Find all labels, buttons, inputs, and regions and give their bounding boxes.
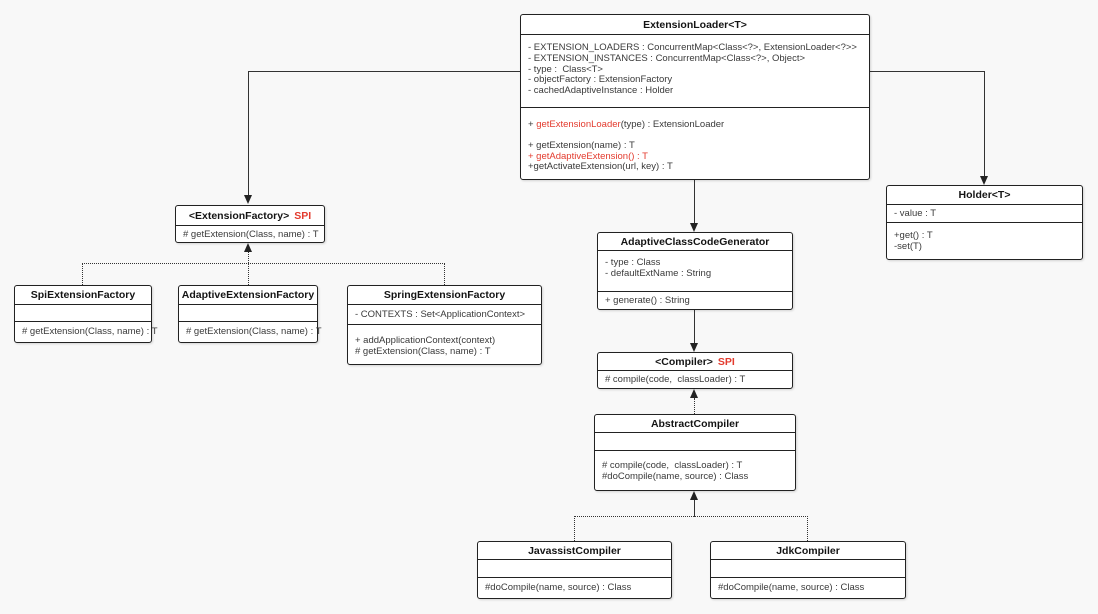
class-title: SpiExtensionFactory: [30, 289, 136, 301]
class-adaptive-extension-factory[interactable]: [178, 285, 322, 343]
method: # compile(code, classLoader) : T: [605, 374, 746, 385]
inheritance-compilers-line: [574, 516, 575, 541]
class-title: [598, 353, 792, 370]
class-extension-loader[interactable]: [520, 14, 870, 180]
realization-factories-line: [82, 263, 83, 285]
spi-stereotype: SPI: [294, 209, 312, 222]
arrowhead-up-icon: [244, 243, 252, 252]
attribute: - value : T: [894, 208, 937, 219]
method: #doCompile(name, source) : Class: [602, 470, 749, 482]
method-prefix: +: [528, 119, 537, 130]
assoc-extensionloader-acg-line: [694, 180, 695, 223]
assoc-acg-compiler-line: [694, 310, 695, 343]
empty-compartment: [179, 304, 317, 321]
realization-factories-line: [444, 263, 445, 285]
method: +get() : T: [894, 230, 933, 241]
assoc-extensionloader-holder-line: [870, 71, 985, 72]
realization-factories-line: [82, 263, 445, 264]
attribute: - EXTENSION_INSTANCES : ConcurrentMap<Class<?>, Object>: [528, 52, 806, 64]
method: # compile(code, classLoader) : T: [602, 460, 743, 471]
class-title: AdaptiveClassCodeGenerator: [620, 235, 770, 248]
method: # getExtension(Class, name) : T: [355, 345, 491, 357]
class-title-text: <Compiler>: [655, 355, 713, 368]
attribute: - type : Class: [605, 257, 661, 268]
method: # getExtension(Class, name) : T: [22, 326, 158, 337]
empty-compartment: [595, 432, 795, 450]
realization-factories-line: [248, 252, 249, 285]
assoc-extensionloader-holder-line: [984, 71, 985, 176]
method: #doCompile(name, source) : Class: [485, 582, 632, 593]
class-javassist-compiler[interactable]: [477, 541, 672, 599]
method-highlight: + getAdaptiveExtension() : T: [528, 150, 648, 162]
empty-compartment: [478, 559, 671, 577]
class-abstract-compiler[interactable]: [594, 414, 796, 491]
arrowhead-down-icon: [244, 195, 252, 204]
method: + addApplicationContext(context): [355, 335, 496, 346]
empty-compartment: [15, 304, 151, 321]
class-extension-factory[interactable]: [175, 205, 325, 243]
class-title: AdaptiveExtensionFactory: [181, 289, 315, 301]
assoc-extensionloader-extensionfactory-line: [249, 71, 520, 72]
method: #doCompile(name, source) : Class: [718, 582, 865, 593]
class-holder[interactable]: [886, 185, 1083, 260]
class-spring-extension-factory[interactable]: [347, 285, 542, 365]
attribute: - type : Class<T>: [528, 63, 603, 75]
method: +getActivateExtension(url, key) : T: [528, 161, 673, 173]
method: + getExtension(name) : T: [528, 139, 635, 151]
method: [528, 120, 862, 131]
method: # getExtension(Class, name) : T: [186, 326, 322, 337]
method: # getExtension(Class, name) : T: [183, 229, 319, 240]
class-adaptive-class-code-generator[interactable]: [597, 232, 793, 310]
method-suffix: (type) : ExtensionLoader: [620, 119, 725, 130]
inheritance-compilers-line: [807, 516, 808, 541]
attribute: - EXTENSION_LOADERS : ConcurrentMap<Class<?>, ExtensionLoader<?>>: [528, 42, 857, 53]
class-title-text: <ExtensionFactory>: [188, 209, 290, 222]
method-name-highlight: getExtensionLoader: [536, 119, 621, 130]
class-title: SpringExtensionFactory: [383, 289, 506, 301]
method: -set(T): [894, 240, 922, 252]
assoc-extensionloader-extensionfactory-line: [248, 71, 249, 195]
class-title: JdkCompiler: [776, 544, 840, 557]
attribute: - CONTEXTS : Set<ApplicationContext>: [355, 309, 526, 320]
arrowhead-down-icon: [980, 176, 988, 185]
empty-compartment: [711, 559, 905, 577]
class-title: JavassistCompiler: [528, 544, 621, 557]
attribute: - cachedAdaptiveInstance : Holder: [528, 85, 674, 97]
arrowhead-up-icon: [690, 491, 698, 500]
class-title: AbstractCompiler: [650, 417, 740, 430]
attribute: - objectFactory : ExtensionFactory: [528, 74, 673, 86]
attribute: - defaultExtName : String: [605, 267, 712, 279]
arrowhead-down-icon: [690, 343, 698, 352]
arrowhead-down-icon: [690, 223, 698, 232]
method: + generate() : String: [605, 295, 690, 306]
inheritance-compilers-line: [694, 500, 695, 517]
class-spi-extension-factory[interactable]: [14, 285, 158, 343]
class-title: ExtensionLoader<T>: [643, 18, 747, 31]
spi-stereotype: SPI: [717, 355, 735, 368]
realization-abstractcompiler-compiler-line: [694, 398, 695, 414]
class-jdk-compiler[interactable]: [710, 541, 906, 599]
arrowhead-up-icon: [690, 389, 698, 398]
class-compiler[interactable]: [597, 352, 793, 389]
inheritance-compilers-line: [574, 516, 808, 517]
class-title: [176, 206, 324, 225]
class-title: Holder<T>: [958, 189, 1011, 201]
